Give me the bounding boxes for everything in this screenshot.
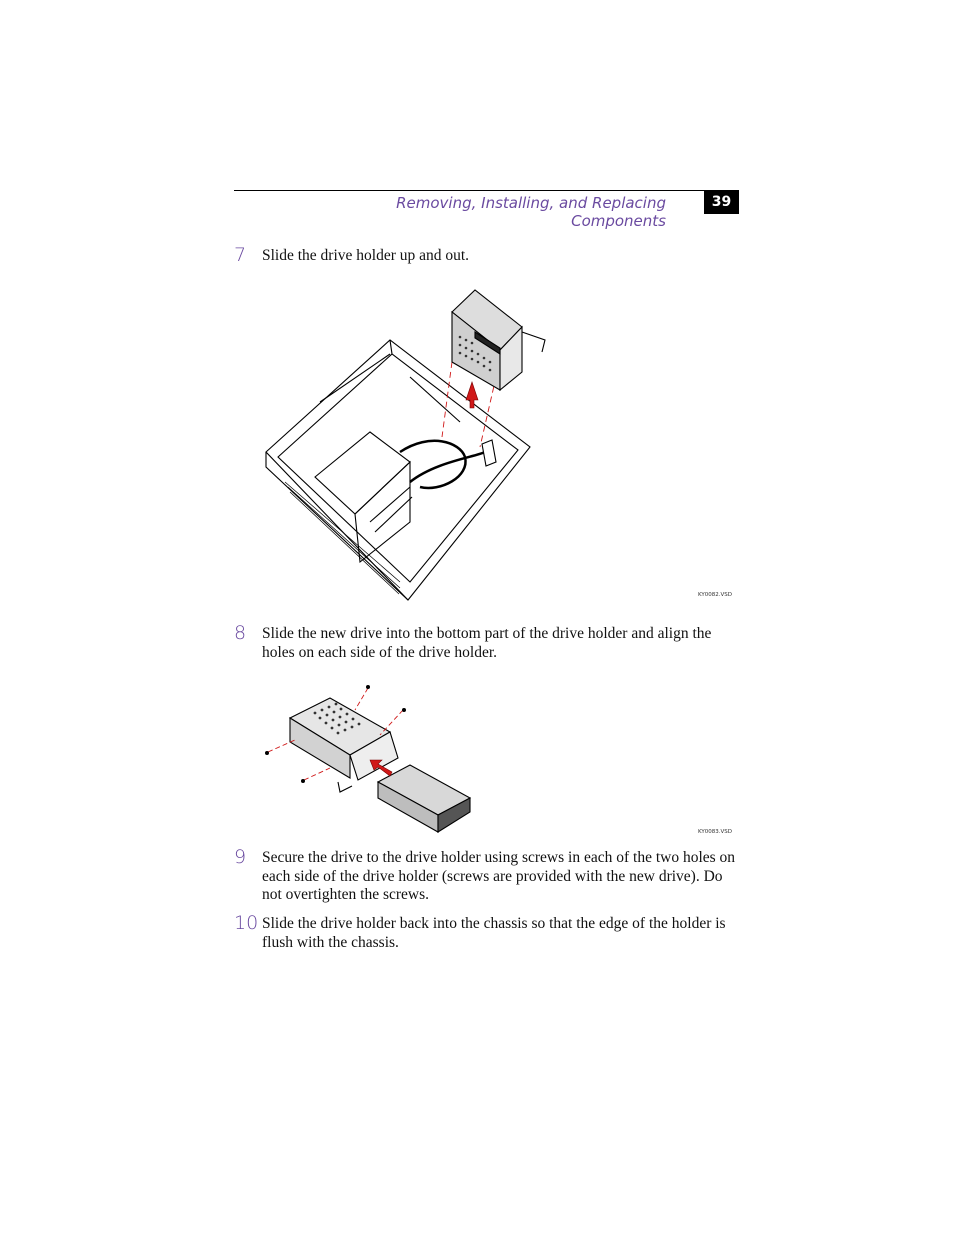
step-text: Secure the drive to the drive holder using screws in each of the two holes on each side of the drive holder (screws are provided with the new drive). Do not overtighten the screws. bbox=[262, 849, 736, 903]
figure-code: KY0082.VSD bbox=[698, 592, 733, 598]
step-number: 10 bbox=[234, 912, 259, 934]
running-head: Removing, Installing, and Replacing Components bbox=[396, 194, 666, 230]
step-text: Slide the drive holder back into the chassis so that the edge of the holder is flush with the chassis. bbox=[262, 915, 726, 951]
chassis-drive-holder-illustration bbox=[260, 282, 560, 607]
drive-into-holder-illustration bbox=[260, 680, 480, 840]
step-number: 9 bbox=[234, 846, 247, 868]
header-rule bbox=[234, 190, 739, 191]
page-number: 39 bbox=[704, 191, 739, 214]
step-text: Slide the drive holder up and out. bbox=[262, 247, 470, 264]
figure-code: KY0083.VSD bbox=[698, 829, 733, 835]
step-number: 8 bbox=[234, 622, 247, 644]
step-text: Slide the new drive into the bottom part of the drive holder and align the holes on each side of the drive holder. bbox=[262, 625, 712, 661]
step-number: 7 bbox=[234, 244, 247, 266]
